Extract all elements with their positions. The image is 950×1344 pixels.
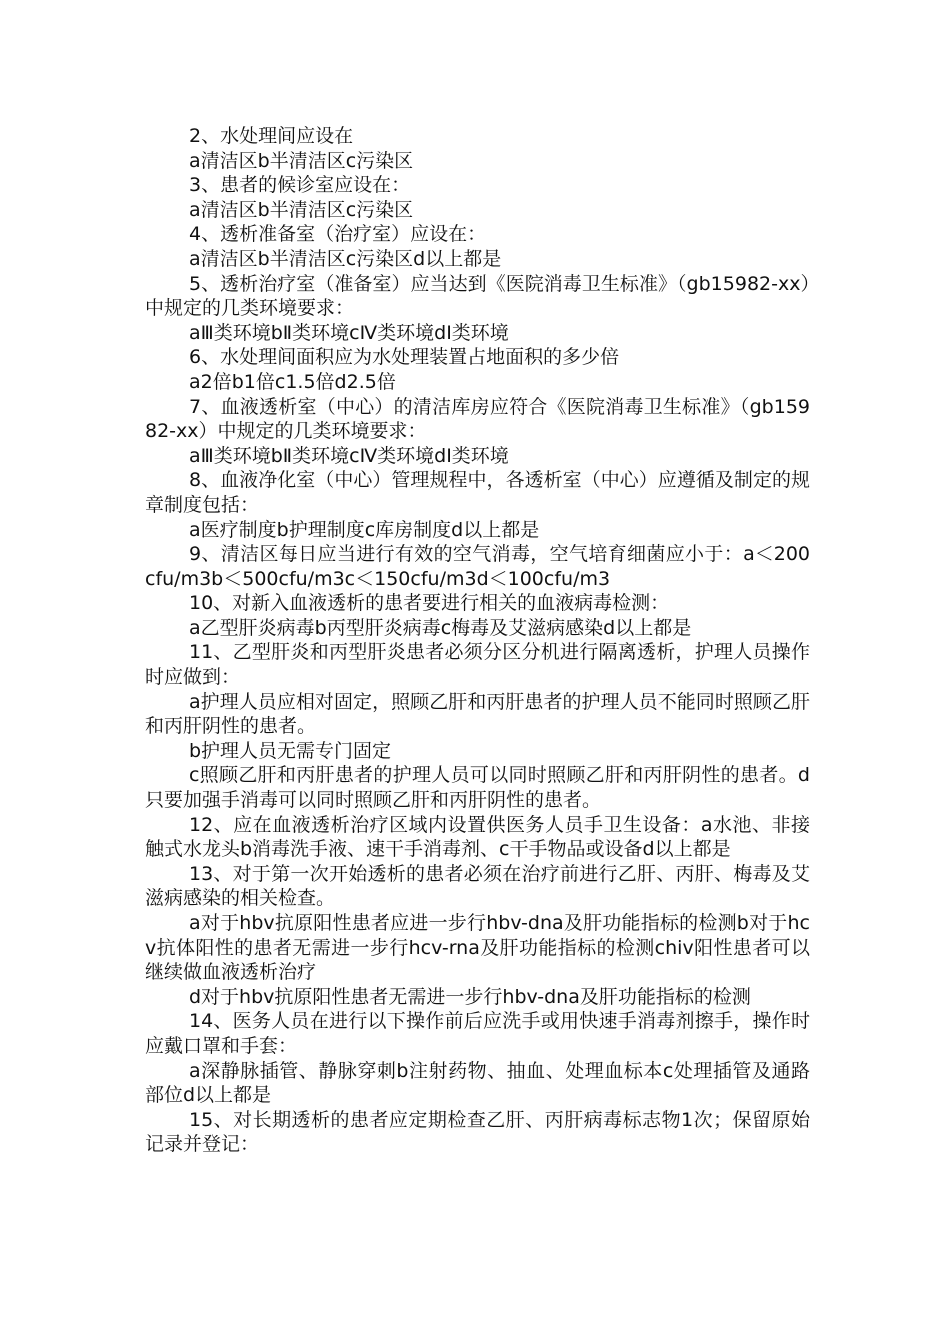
question-13: 13、对于第一次开始透析的患者必须在治疗前进行乙肝、丙肝、梅毒及艾滋病感染的相关检查。 bbox=[145, 862, 810, 910]
question-8: 8、血液净化室（中心）管理规程中，各透析室（中心）应遵循及制定的规章制度包括： bbox=[145, 469, 810, 516]
options-5: aⅢ类环境bⅡ类环境cⅣ类环境dⅠ类环境 bbox=[189, 321, 509, 344]
question-14: 14、医务人员在进行以下操作前后应洗手或用快速手消毒剂擦手，操作时应戴口罩和手套： bbox=[145, 1010, 810, 1057]
options-7: aⅢ类环境bⅡ类环境cⅣ类环境dⅠ类环境 bbox=[189, 444, 509, 467]
options-6: a2倍b1倍c1.5倍d2.5倍 bbox=[189, 370, 396, 393]
question-10: 10、对新入血液透析的患者要进行相关的血液病毒检测： bbox=[189, 592, 670, 615]
options-13-a-c: a对于hbv抗原阳性患者应进一步行hbv-dna及肝功能指标的检测b对于hcv抗体阳性的患者无需进一步行hcv-rna及肝功能指标的检测chiv阳性患者可以继续做血液透析治疗 bbox=[145, 912, 810, 984]
question-4: 4、透析准备室（治疗室）应设在： bbox=[189, 223, 487, 246]
question-3: 3、患者的候诊室应设在： bbox=[189, 174, 411, 197]
question-11: 11、乙型肝炎和丙型肝炎患者必须分区分机进行隔离透析，护理人员操作时应做到： bbox=[145, 641, 810, 689]
options-3: a清洁区b半清洁区c污染区 bbox=[189, 198, 414, 221]
question-12: 12、应在血液透析治疗区域内设置供医务人员手卫生设备：a水池、非接触式水龙头b消毒洗手液、速干手消毒剂、c干手物品或设备d以上都是 bbox=[145, 813, 810, 861]
option-11-a: a护理人员应相对固定，照顾乙肝和丙肝患者的护理人员不能同时照顾乙肝和丙肝阴性的患者。 bbox=[145, 690, 810, 738]
question-6: 6、水处理间面积应为水处理装置占地面积的多少倍 bbox=[189, 346, 620, 369]
options-10: a乙型肝炎病毒b丙型肝炎病毒c梅毒及艾滋病感染d以上都是 bbox=[189, 616, 692, 639]
question-5: 5、透析治疗室（准备室）应当达到《医院消毒卫生标准》（gb15982-xx）中规定的几类环境要求： bbox=[145, 272, 810, 320]
document-body bbox=[145, 124, 810, 1157]
options-14: a深静脉插管、静脉穿刺b注射药物、抽血、处理血标本c处理插管及通路部位d以上都是 bbox=[145, 1059, 810, 1107]
options-8: a医疗制度b护理制度c库房制度d以上都是 bbox=[189, 518, 540, 541]
option-11-b: b护理人员无需专门固定 bbox=[189, 739, 392, 762]
question-9: 9、清洁区每日应当进行有效的空气消毒，空气培育细菌应小于：a＜200cfu/m3b＜500cfu/m3c＜150cfu/m3d＜100cfu/m3 bbox=[145, 543, 810, 590]
option-11-c-d: c照顾乙肝和丙肝患者的护理人员可以同时照顾乙肝和丙肝阴性的患者。d只要加强手消毒可以同时照顾乙肝和丙肝阴性的患者。 bbox=[145, 764, 810, 812]
options-2: a清洁区b半清洁区c污染区 bbox=[189, 149, 414, 172]
options-4: a清洁区b半清洁区c污染区d以上都是 bbox=[189, 247, 502, 270]
option-13-d: d对于hbv抗原阳性患者无需进一步行hbv-dna及肝功能指标的检测 bbox=[189, 985, 751, 1008]
question-2: 2、水处理间应设在 bbox=[189, 125, 354, 147]
question-15: 15、对长期透析的患者应定期检查乙肝、丙肝病毒标志物1次；保留原始记录并登记： bbox=[145, 1108, 810, 1156]
question-7: 7、血液透析室（中心）的清洁库房应符合《医院消毒卫生标准》（gb15982-xx）中规定的几类环境要求： bbox=[145, 395, 810, 443]
